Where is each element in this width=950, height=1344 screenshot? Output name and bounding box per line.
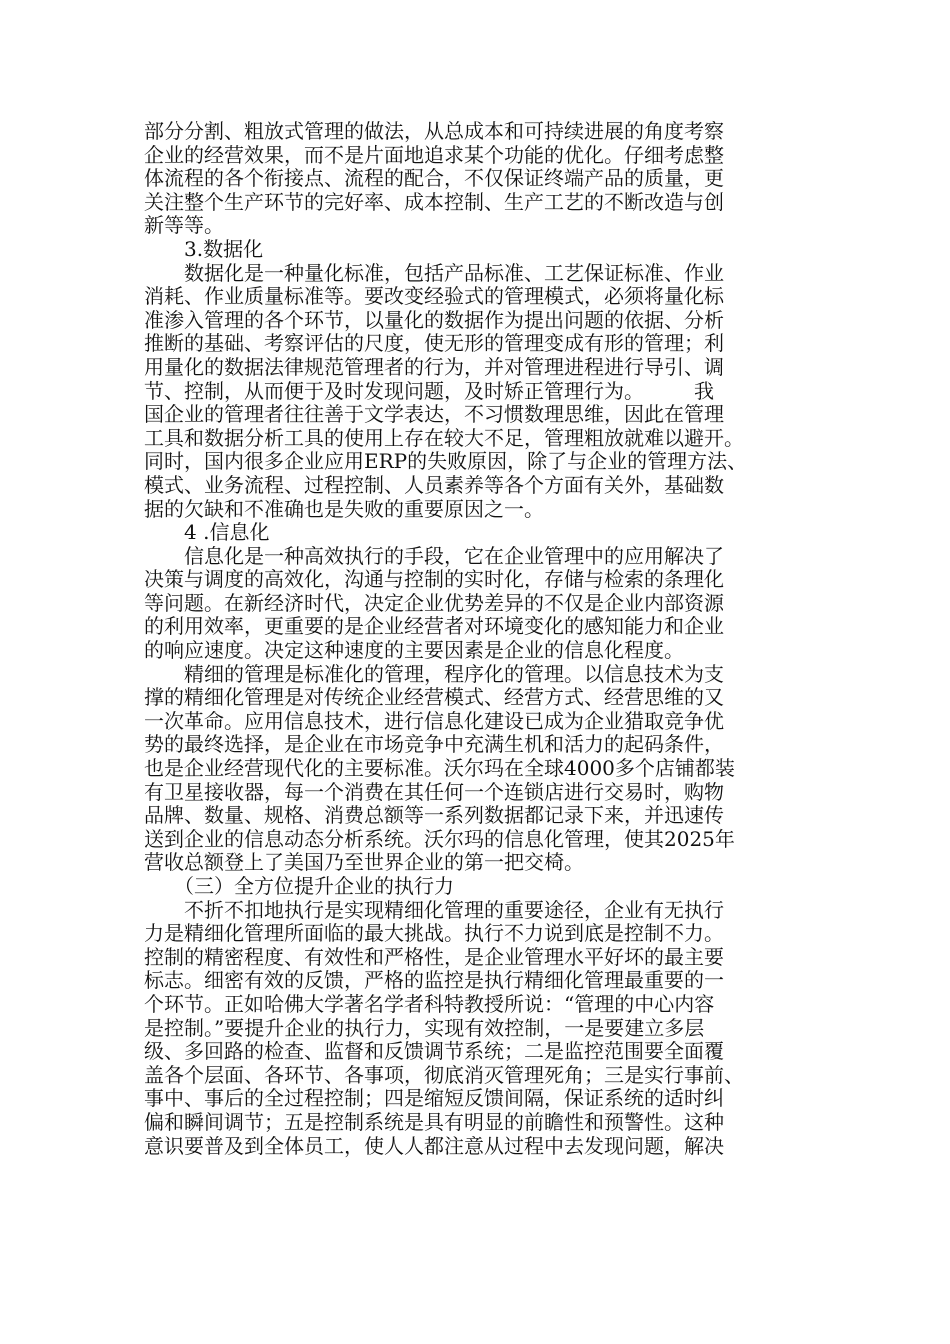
text-line: 偏和瞬间调节；五是控制系统是具有明显的前瞻性和预警性。这种 xyxy=(144,1109,724,1134)
text-line: 的响应速度。决定这种速度的主要因素是企业的信息化程度。 xyxy=(144,638,684,663)
text-line: 企业的经营效果，而不是片面地追求某个功能的优化。仔细考虑整 xyxy=(144,142,724,167)
text-line: 营收总额登上了美国乃至世界企业的第一把交椅。 xyxy=(144,850,584,875)
text-line: 送到企业的信息动态分析系统。沃尔玛的信息化管理，使其2025年 xyxy=(144,826,735,851)
text-line: 精细的管理是标准化的管理，程序化的管理。以信息技术为支 xyxy=(144,661,724,686)
document-body xyxy=(144,120,808,1158)
text-line: 有卫星接收器，每一个消费在其任何一个连锁店进行交易时，购物 xyxy=(144,779,724,804)
text-line: 个环节。正如哈佛大学著名学者科特教授所说：“管理的中心内容 xyxy=(144,991,715,1016)
text-line: 模式、业务流程、过程控制、人员素养等各个方面有关外，基础数 xyxy=(144,472,724,497)
text-line: 消耗、作业质量标准等。要改变经验式的管理模式，必须将量化标 xyxy=(144,284,724,309)
text-line: 的利用效率，更重要的是企业经营者对环境变化的感知能力和企业 xyxy=(144,614,724,639)
text-line: 信息化是一种高效执行的手段，它在企业管理中的应用解决了 xyxy=(144,543,724,568)
text-line: 用量化的数据法律规范管理者的行为，并对管理进程进行导引、调 xyxy=(144,354,724,379)
text-line: 盖各个层面、各环节、各事项，彻底消灭管理死角；三是实行事前、 xyxy=(144,1062,744,1087)
text-line: 撑的精细化管理是对传统企业经营模式、经营方式、经营思维的又 xyxy=(144,685,724,710)
text-line: 关注整个生产环节的完好率、成本控制、生产工艺的不断改造与创 xyxy=(144,189,724,214)
section-heading: 4 .信息化 xyxy=(144,520,270,545)
text-line: 事中、事后的全过程控制；四是缩短反馈间隔，保证系统的适时纠 xyxy=(144,1086,724,1111)
text-line: 部分分割、粗放式管理的做法，从总成本和可持续进展的角度考察 xyxy=(144,119,724,143)
text-line: 标志。细密有效的反馈，严格的监控是执行精细化管理最重要的一 xyxy=(144,968,724,993)
text-line: 力是精细化管理所面临的最大挑战。执行不力说到底是控制不力。 xyxy=(144,921,724,946)
text-line: 数据化是一种量化标准，包括产品标准、工艺保证标准、作业 xyxy=(144,260,724,285)
text-line: 势的最终选择，是企业在市场竞争中充满生机和活力的起码条件， xyxy=(144,732,724,757)
text-line: 体流程的各个衔接点、流程的配合，不仅保证终端产品的质量，更 xyxy=(144,166,724,191)
text-line: 推断的基础、考察评估的尺度，使无形的管理变成有形的管理；利 xyxy=(144,331,724,356)
text-line: 国企业的管理者往往善于文学表达，不习惯数理思维，因此在管理 xyxy=(144,402,724,427)
text-line: 节、控制，从而便于及时发现问题，及时矫正管理行为。 我 xyxy=(144,378,714,403)
text-line: 品牌、数量、规格、消费总额等一系列数据都记录下来，并迅速传 xyxy=(144,803,724,828)
text-line: 据的欠缺和不准确也是失败的重要原因之一。 xyxy=(144,496,544,521)
section-heading: （三）全方位提升企业的执行力 xyxy=(144,874,454,898)
text-line: 是控制。”要提升企业的执行力，实现有效控制，一是要建立多层 xyxy=(144,1015,705,1040)
text-line: 工具和数据分析工具的使用上存在较大不足，管理粗放就难以避开。 xyxy=(144,425,744,450)
text-line: 新等等。 xyxy=(144,213,224,238)
text-line: 准渗入管理的各个环节，以量化的数据作为提出问题的依据、分析 xyxy=(144,307,724,332)
text-line: 决策与调度的高效化，沟通与控制的实时化，存储与检索的条理化 xyxy=(144,567,724,592)
text-line: 等问题。在新经济时代，决定企业优势差异的不仅是企业内部资源 xyxy=(144,590,724,615)
text-line: 控制的精密程度、有效性和严格性，是企业管理水平好坏的最主要 xyxy=(144,944,724,969)
text-line: 一次革命。应用信息技术，进行信息化建设已成为企业猎取竞争优 xyxy=(144,708,724,733)
section-heading: 3.数据化 xyxy=(144,236,264,261)
text-line: 也是企业经营现代化的主要标准。沃尔玛在全球4000多个店铺都装 xyxy=(144,756,735,781)
text-line: 同时，国内很多企业应用ERP的失败原因，除了与企业的管理方法、 xyxy=(144,449,748,474)
text-line: 级、多回路的检查、监督和反馈调节系统；二是监控范围要全面覆 xyxy=(144,1039,724,1064)
text-line: 意识要普及到全体员工，使人人都注意从过程中去发现问题，解决 xyxy=(144,1133,724,1158)
text-line: 不折不扣地执行是实现精细化管理的重要途径，企业有无执行 xyxy=(144,897,724,922)
